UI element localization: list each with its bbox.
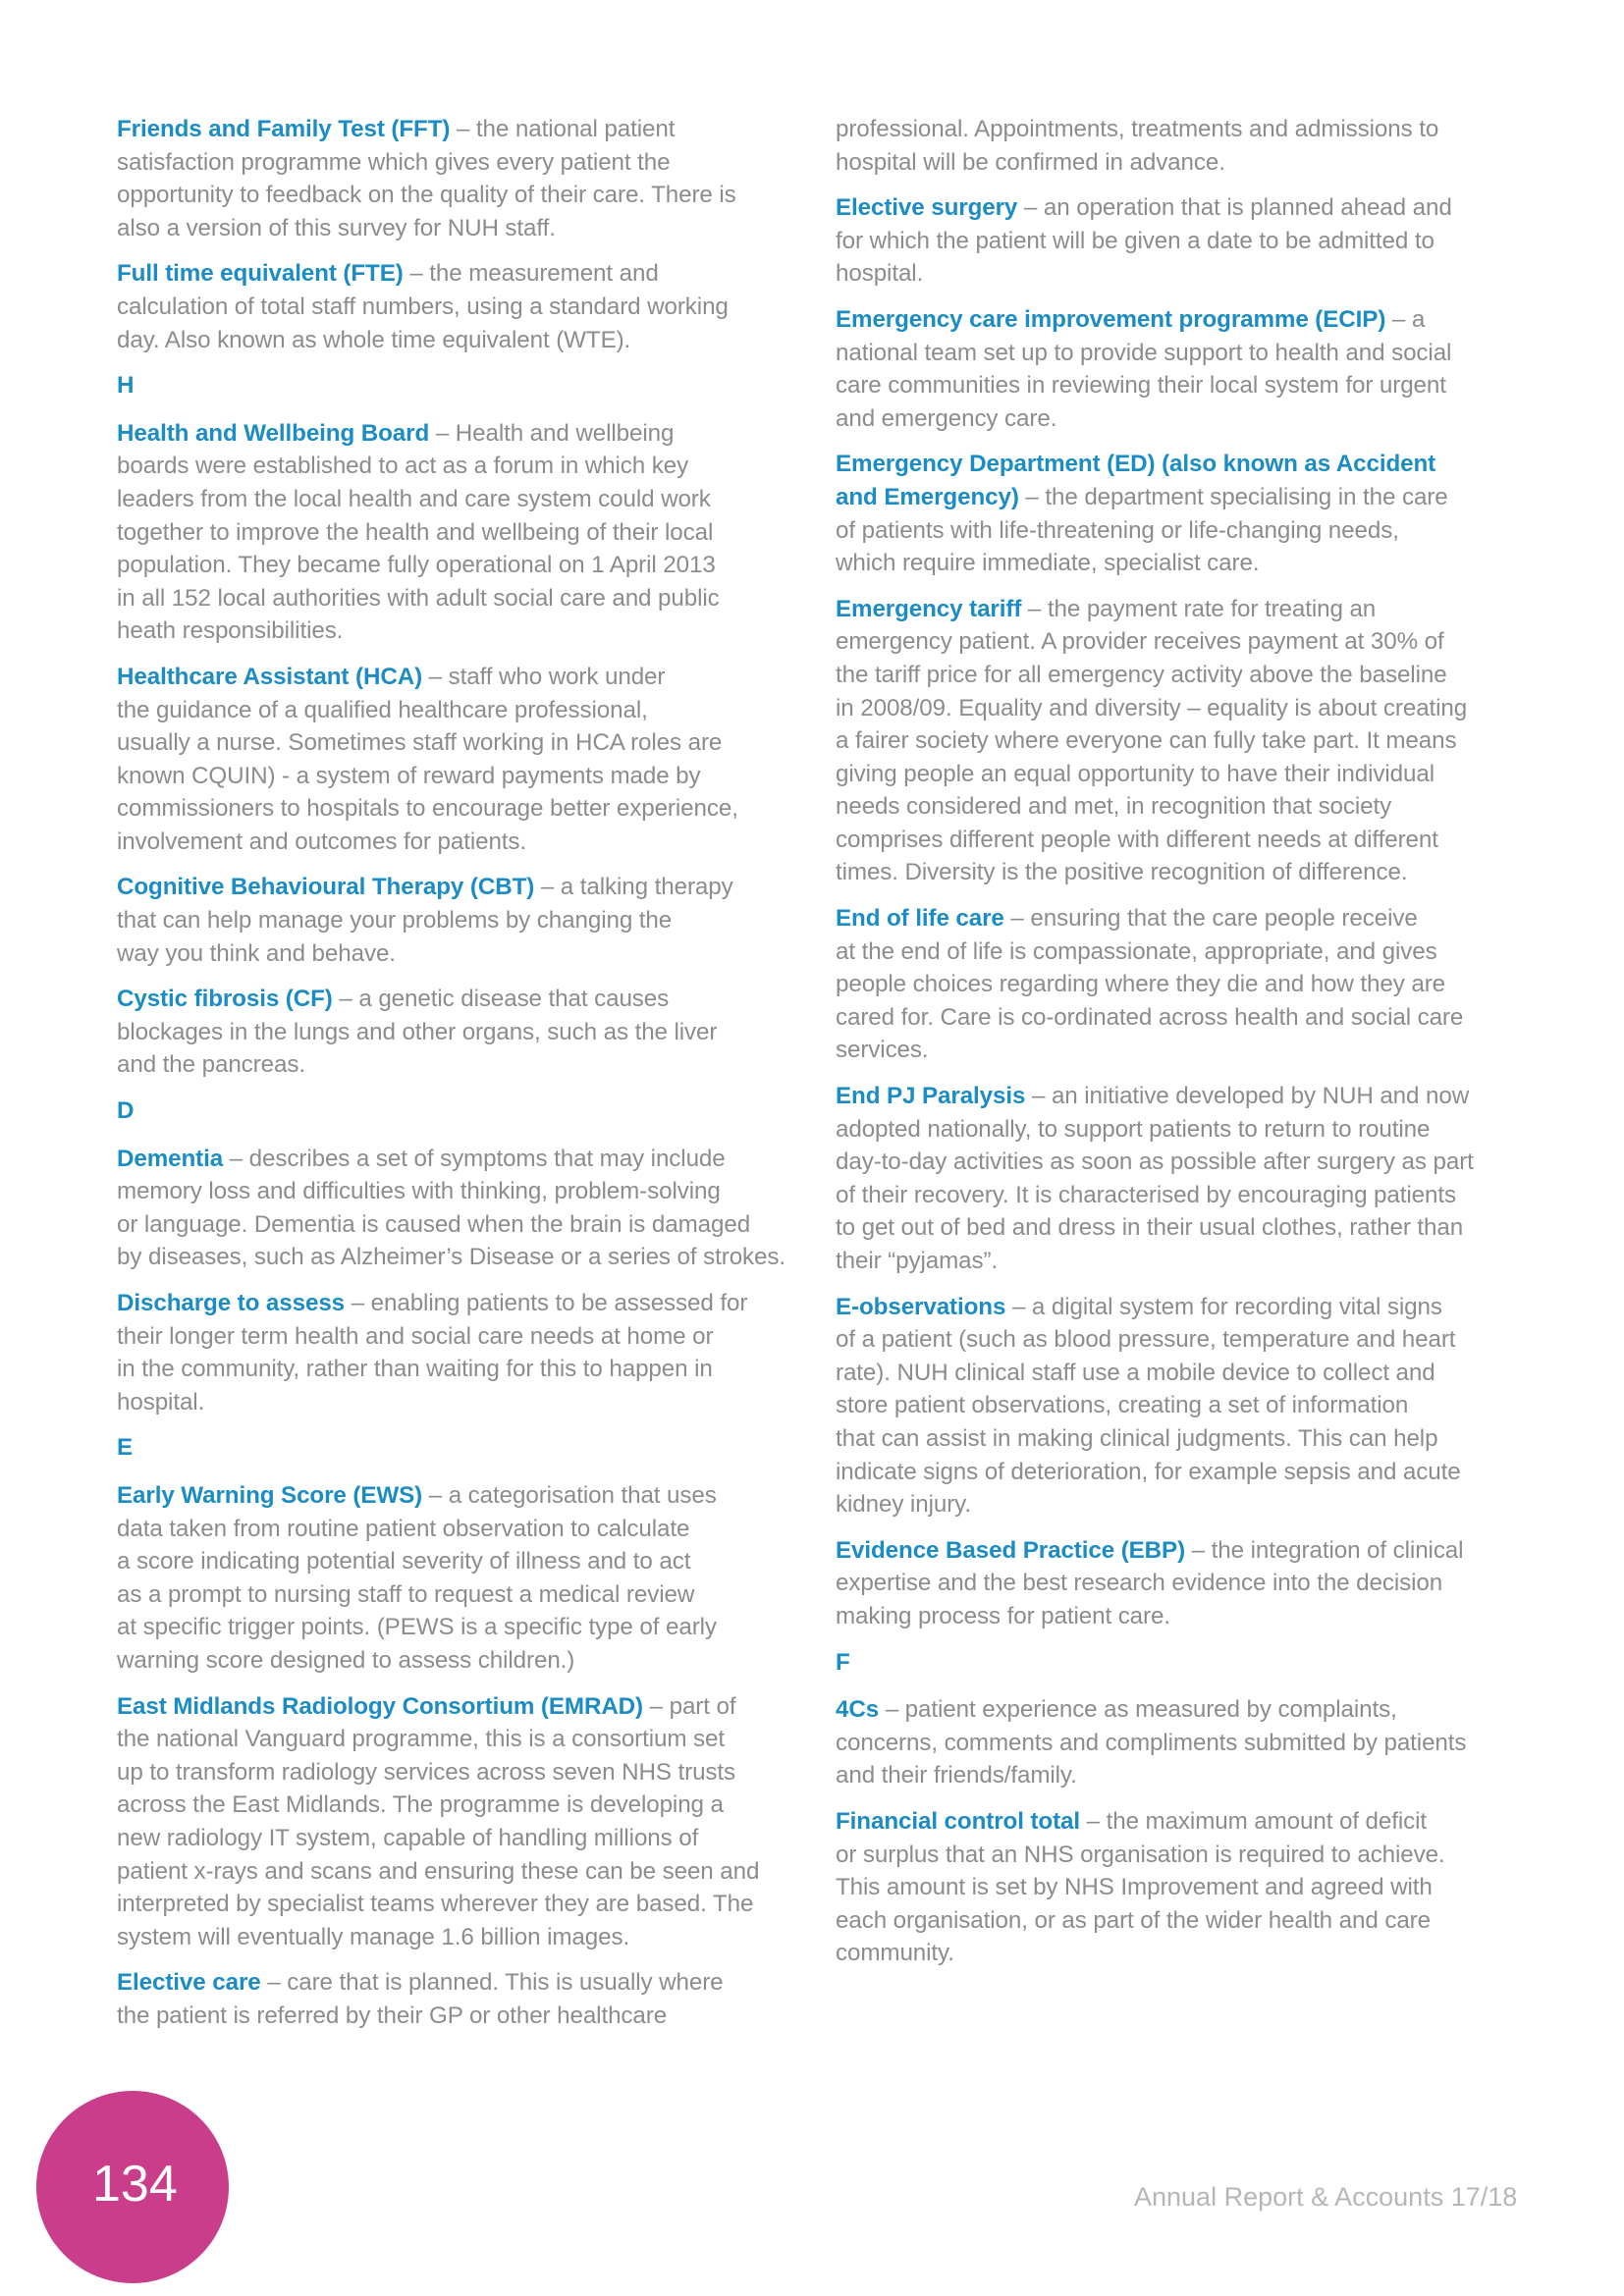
glossary-entry — [117, 1143, 809, 1274]
glossary-definition: – the department specialising in the care of patients with life-threatening or life-changing needs, which require immediate, specialist care. — [836, 483, 1448, 577]
glossary-definition: – a talking therapy that can help manage your problems by changing the way you think and behave. — [117, 874, 733, 967]
glossary-definition: – a digital system for recording vital signs of a patient (such as blood pressure, temperature and heart rate). NUH clinical staff use a mobile device to collect and store patient observations, creating a set of information that can assist in making clinical judgments. This can help indicate signs of deterioration, for example sepsis and acute kidney injury. — [836, 1293, 1461, 1519]
glossary-term: Emergency tariff — [836, 595, 1022, 622]
glossary-definition: – a genetic disease that causes blockages in the lungs and other organs, such as the liver and the pancreas. — [117, 986, 718, 1079]
glossary-entry — [117, 417, 809, 648]
glossary-term: Emergency Department (ED) (also known as Accident and Emergency) — [836, 451, 1436, 510]
glossary-term: Discharge to assess — [117, 1290, 346, 1316]
glossary-entry — [836, 593, 1528, 889]
glossary-term: End PJ Paralysis — [836, 1083, 1026, 1110]
glossary-entry — [117, 1287, 809, 1418]
glossary-definition: – the payment rate for treating an emergency patient. A provider receives payment at 30% of the tariff price for all emergency activity above the baseline in 2008/09. Equality and diversity – equality is about creating a fairer society where everyone can fully take part. It means giving people an equal opportunity to have their individual needs considered and met, in recognition that society comprises different people with different needs at different times. Diversity is the positive recognition of difference. — [836, 595, 1468, 886]
glossary-definition: – describes a set of symptoms that may include memory loss and difficulties with thinking, problem-solving or language. Dementia is caused when the brain is damaged by diseases, such as Alzheimer’s Disease or a series of strokes. — [117, 1145, 786, 1271]
glossary-term: E-observations — [836, 1293, 1006, 1320]
section-letter: E — [117, 1434, 134, 1462]
glossary-entry — [836, 1534, 1528, 1633]
glossary-definition: – the national patient satisfaction programme which gives every patient the opportunity to feedback on the quality of their care. There is also a version of this survey for NUH staff. — [117, 116, 736, 241]
glossary-definition: – an operation that is planned ahead and for which the patient will be given a date to be admitted to hospital. — [836, 194, 1452, 288]
glossary-entry — [836, 1080, 1528, 1278]
glossary-right-column — [836, 113, 1528, 1983]
glossary-definition: – the integration of clinical expertise and the best research evidence into the decision making process for patient care. — [836, 1536, 1464, 1629]
section-letter: F — [836, 1648, 850, 1676]
glossary-definition: – enabling patients to be assessed for their longer term health and social care needs at home or in the community, rather than waiting for this to happen in hospital. — [117, 1290, 748, 1415]
glossary-entry — [117, 257, 809, 356]
glossary-term: Healthcare Assistant (HCA) — [117, 663, 423, 690]
glossary-definition: – patient experience as measured by complaints, concerns, comments and compliments submitted by patients and their friends/family. — [836, 1696, 1467, 1789]
glossary-entry — [117, 983, 809, 1082]
glossary-term: East Midlands Radiology Consortium (EMRAD) — [117, 1692, 644, 1720]
glossary-term: Evidence Based Practice (EBP) — [836, 1536, 1186, 1564]
glossary-entry — [117, 113, 809, 244]
glossary-term: Emergency care improvement programme (ECIP) — [836, 305, 1386, 333]
glossary-entry — [117, 871, 809, 970]
glossary-term: Friends and Family Test (FFT) — [117, 116, 451, 142]
page-number: 134 — [92, 2156, 178, 2213]
glossary-definition: – Health and wellbeing boards were established to act as a forum in which key leaders from the local health and care system could work together to improve the health and wellbeing of their local population. They became fully operational on 1 April 2013 in all 152 local authorities with adult social care and public heath responsibilities. — [117, 419, 720, 645]
glossary-term: Early Warning Score (EWS) — [117, 1481, 423, 1509]
glossary-entry — [836, 303, 1528, 435]
glossary-entry — [117, 661, 809, 859]
glossary-entry-continued — [836, 113, 1528, 179]
glossary-term: Dementia — [117, 1145, 224, 1172]
glossary-term: 4Cs — [836, 1696, 880, 1724]
glossary-term: Cystic fibrosis (CF) — [117, 986, 333, 1013]
glossary-definition: – staff who work under the guidance of a qualified healthcare professional, usually a nurse. Sometimes staff working in HCA roles are known CQUIN) - a system of reward payments made by commissioners to hospitals to encourage better experience, involvement and outcomes for patients. — [117, 663, 738, 855]
glossary-term: Full time equivalent (FTE) — [117, 260, 404, 288]
glossary-entry — [836, 902, 1528, 1067]
glossary-entry — [836, 448, 1528, 579]
glossary-term: Health and Wellbeing Board — [117, 419, 430, 447]
glossary-entry — [836, 191, 1528, 291]
section-letter: D — [117, 1097, 135, 1125]
glossary-entry — [836, 1291, 1528, 1522]
glossary-term: Elective surgery — [836, 194, 1018, 222]
glossary-definition: – part of the national Vanguard programme, this is a consortium set up to transform radiology services across seven NHS trusts across the East Midlands. The programme is developing a new radiology IT system, capable of handling millions of patient x-rays and scans and ensuring these can be seen and interpreted by specialist teams wherever they are based. The system will eventually manage 1.6 billion images. — [117, 1692, 760, 1950]
glossary-definition: – an initiative developed by NUH and now adopted nationally, to support patients to return to routine day-to-day activities as soon as possible after surgery as part of their recovery. It is characterised by encouraging patients to get out of bed and dress in their usual clothes, rather than their “pyjamas”. — [836, 1083, 1474, 1274]
glossary-term: Financial control total — [836, 1807, 1080, 1835]
glossary-term: End of life care — [836, 905, 1004, 933]
glossary-term: Cognitive Behavioural Therapy (CBT) — [117, 874, 535, 901]
glossary-entry — [117, 1966, 809, 2032]
glossary-term: Elective care — [117, 1969, 261, 1997]
glossary-entry — [836, 1693, 1528, 1792]
section-letter: H — [117, 372, 135, 400]
glossary-definition: – the maximum amount of deficit or surplus that an NHS organisation is required to achieve. This amount is set by NHS Improvement and agreed with each organisation, or as part of the wider health and care community. — [836, 1807, 1445, 1967]
glossary-definition: professional. Appointments, treatments and admissions to hospital will be confirmed in advance. — [836, 116, 1439, 176]
glossary-definition: – a categorisation that uses data taken from routine patient observation to calculate a score indicating potential severity of illness and to act as a prompt to nursing staff to request a medical review at specific trigger points. (PEWS is a specific type of early warning score designed to assess children.) — [117, 1481, 717, 1674]
glossary-entry — [117, 1690, 809, 1954]
glossary-definition: – ensuring that the care people receive at the end of life is compassionate, appropriate, and gives people choices regarding where they die and how they are cared for. Care is co-ordinated across health and social care services. — [836, 905, 1464, 1064]
report-title-footer: Annual Report & Accounts 17/18 — [1134, 2182, 1518, 2212]
glossary-definition: – care that is planned. This is usually where the patient is referred by their GP or other healthcare — [117, 1969, 724, 2029]
glossary-left-column — [117, 113, 809, 2045]
glossary-definition: – the measurement and calculation of total staff numbers, using a standard working day. Also known as whole time equivalent (WTE). — [117, 260, 729, 353]
glossary-definition: – a national team set up to provide support to health and social care communities in reviewing their local system for urgent and emergency care. — [836, 305, 1452, 432]
glossary-entry — [117, 1479, 809, 1678]
glossary-entry — [836, 1805, 1528, 1970]
